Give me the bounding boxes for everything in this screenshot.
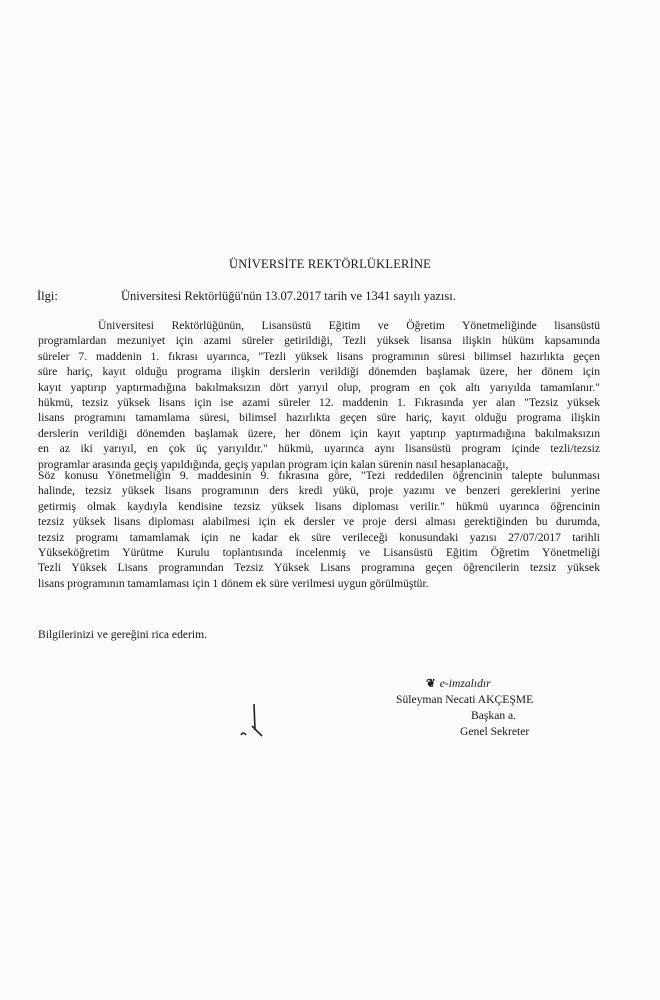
paragraph-line: lisans programının tamamlaması için 1 dönem ek süre verilmesi uygun görülmüştür. [38, 576, 429, 590]
paragraph-line: derslerin verildiği dönemden başlamak üzere, her dönem için kayıt yaptırıp yaptırmadığına bakılmaksızın [38, 426, 600, 440]
paragraph-line: tezsiz yüksek lisans diploması alabilmesi için ek dersler ve proje dersi alması gerektiğinden bu durumda, [38, 515, 600, 529]
paragraph-line: süreler 7. maddenin 1. fıkrası uyarınca, "Tezli yüksek lisans programının süresi bilimsel hazırlıkta geçen [38, 349, 600, 363]
paragraph-line: Tezli Yüksek Lisans programından Tezsiz Yüksek Lisans programına geçen öğrencilerin tezsiz yüksek [38, 561, 600, 575]
paragraph-line: programlardan mezuniyet için azami süreler getirildiği, Tezli yüksek lisansa ilişkin hüküm kapsamında [38, 334, 600, 348]
paragraph-line: Bilgilerinizi ve gereğini rica ederim. [38, 628, 208, 641]
signature-block [396, 676, 533, 740]
reference-line [37, 289, 637, 304]
paragraph-line: en az iki yarıyıl, en çok üç yarıyıldır." hükmü, uyarınca aynı lisansüstü program içinde tezli/tezsiz [38, 442, 600, 456]
closing-paragraph [38, 627, 600, 642]
paragraph-line: lisans programını tamamlama süresi, bilimsel hazırlıkta geçen süre hariç, kayıt olduğu programa ilişkin [38, 411, 600, 425]
reference-text: Üniversitesi Rektörlüğü'nün 13.07.2017 tarih ve 1341 sayılı yazısı. [121, 289, 456, 303]
paragraph-2 [38, 468, 600, 591]
signer-name: Süleyman Necati AKÇEŞME [396, 693, 534, 706]
paragraph-line: tezsiz programı tamamlamak için ne kadar ek süre verileceği konusundaki yazısı 27/07/2017 tarihli [38, 530, 600, 544]
paragraph-line: programlar arasında geçiş yapıldığında, geçiş yapılan program için kalan sürenin nasıl hesaplanacağı, [38, 457, 509, 471]
paragraph-line: getirmiş olmak kaydıyla kendisine tezsiz yüksek lisans diploması verilir." hükmü uyarınca öğrencinin [38, 499, 600, 513]
paragraph-line: Söz konusu Yönetmeliğin 9. maddesinin 9. fıkrasına göre, "Tezi reddedilen öğrencinin talepte bulunması [38, 469, 600, 482]
paragraph-line: halinde, tezsiz yüksek lisans programının ders kredi yükü, proje yazımı ve benzeri gereklerini yerine [38, 484, 600, 498]
reference-label: İlgi: [37, 289, 58, 303]
paragraph-line: hükmü, tezsiz yüksek lisans için ise azami süreler 12. maddenin 1. Fıkrasında yer alan "Tezsiz yüksek [38, 396, 600, 410]
paragraph-line: Üniversitesi Rektörlüğünün, Lisansüstü Eğitim ve Öğretim Yönetmeliğinde lisansüstü [98, 319, 600, 332]
handwritten-mark [232, 702, 272, 742]
e-signature-icon: ❦ [426, 677, 436, 690]
paragraph-line: süre hariç, kayıt olduğu programa ilişkin derslerin verildiği dönemden başlamak üzere, her dönem için [38, 365, 600, 379]
paragraph-1 [38, 318, 600, 472]
paragraph-line: Yükseköğretim Yürütme Kurulu toplantısında incelenmiş ve Lisansüstü Eğitim Öğretim Yönetmeliği [38, 546, 600, 560]
document-heading: ÜNİVERSİTE REKTÖRLÜKLERİNE [228, 257, 432, 271]
e-signature-note: ❦ e-imzalıdır [426, 677, 491, 690]
signer-position: Genel Sekreter [460, 725, 530, 738]
signer-title: Başkan a. [471, 709, 517, 722]
paragraph-line: kayıt yaptırıp yaptırmadığına bakılmaksızın dört yarıyıl olup, program en çok altı yarıyılda tamamlanır." [38, 380, 600, 394]
